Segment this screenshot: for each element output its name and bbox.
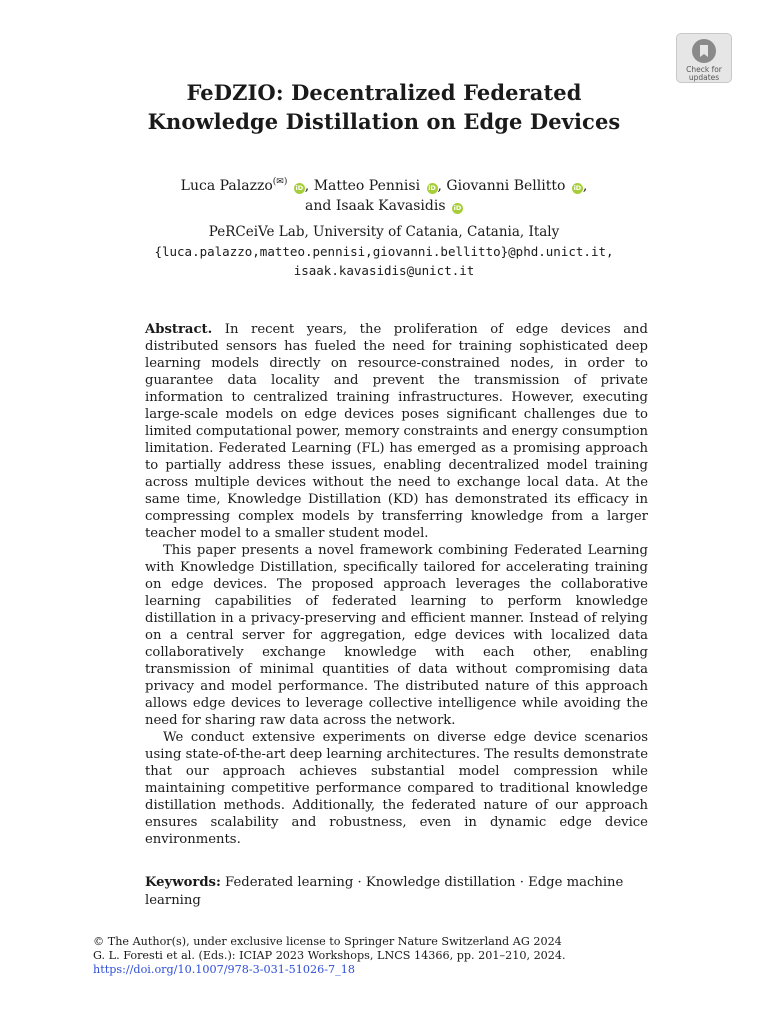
abstract-label: Abstract. — [145, 322, 213, 337]
check-for-updates-badge[interactable] — [676, 33, 732, 83]
orcid-icon[interactable]: iD — [573, 184, 582, 192]
keywords-label: Keywords: — [145, 875, 221, 890]
badge-line-2: updates — [688, 73, 720, 82]
keywords-text: Federated learning · Knowledge distillation · Edge machine learning — [145, 875, 624, 908]
paper-title — [0, 78, 768, 136]
orcid-icon[interactable]: iD — [428, 184, 436, 192]
copyright-footer — [93, 935, 566, 977]
badge-line-1: Check for — [686, 65, 722, 74]
bookmark-icon — [691, 38, 717, 64]
abstract — [145, 321, 648, 848]
author-3: Giovanni Bellitto — [446, 178, 566, 194]
affiliation-block — [0, 223, 768, 280]
author-1: Luca Palazzo — [180, 178, 273, 194]
corresponding-mail-icon: (✉) — [272, 177, 288, 187]
citation-line: G. L. Foresti et al. (Eds.): ICIAP 2023 Workshops, LNCS 14366, pp. 201–210, 2024. — [93, 949, 566, 962]
orcid-icon[interactable]: iD — [453, 204, 462, 212]
keywords — [145, 874, 648, 910]
copyright-line: © The Author(s), under exclusive license to Springer Nature Switzerland AG 2024 — [93, 935, 562, 948]
abstract-paragraph-2: This paper presents a novel framework combining Federated Learning with Knowledge Distillation, specifically tailored for accelerating training on edge devices. The proposed approach leverages the collaborative learning capabilities of federated learning to perform knowledge distillation in a privacy-preserving and efficient manner. Instead of relying on a central server for aggregation, edge devices with localized data collaboratively exchange knowledge with each other, enabling transmission of minimal quantities of data without compromising data privacy and model performance. The distributed nature of this approach allows edge devices to leverage collective intelligence while avoiding the need for sharing raw data across the network. — [145, 543, 648, 728]
author-emails-1: {luca.palazzo,matteo.pennisi,giovanni.bellitto}@phd.unict.it, — [154, 244, 614, 259]
author-2: Matteo Pennisi — [313, 178, 421, 194]
abstract-paragraph-1: Abstract. In recent years, the proliferation of edge devices and distributed sensors has fueled the need for training sophisticated deep learning models directly on resource-constrained nodes, in order to guarantee data locality and prevent the transmission of private information to centralized training infrastructures. However, executing large-scale models on edge devices poses significant challenges due to limited computational power, memory constraints and energy consumption limitation. Federated Learning (FL) has emerged as a promising approach to partially address these issues, enabling decentralized model training across multiple devices without the need to exchange local data. At the same time, Knowledge Distillation (KD) has demonstrated its efficacy in compressing complex models by transferring knowledge from a larger teacher model to a smaller student model. — [145, 322, 648, 541]
abstract-paragraph-3: We conduct extensive experiments on diverse edge device scenarios using state-of-the-art deep learning architectures. The results demonstrate that our approach achieves substantial model compression while maintaining competitive performance compared to traditional knowledge distillation methods. Additionally, the federated nature of our approach ensures scalability and robustness, even in dynamic edge device environments. — [145, 730, 648, 847]
doi-link[interactable]: https://doi.org/10.1007/978-3-031-51026-7_18 — [93, 963, 355, 976]
author-4: Isaak Kavasidis — [335, 198, 446, 214]
title-line-2: Knowledge Distillation on Edge Devices — [147, 109, 621, 134]
affiliation-lab: PeRCeiVe Lab, University of Catania, Catania, Italy — [208, 224, 560, 240]
author-list: Luca Palazzo(✉) iD , Matteo Pennisi iD , Giovanni Bellitto iD , and Isaak Kavasidis iD — [180, 177, 588, 214]
orcid-icon[interactable]: iD — [295, 184, 304, 192]
author-emails-2: isaak.kavasidis@unict.it — [293, 263, 475, 278]
title-line-1: FeDZIO: Decentralized Federated — [186, 80, 582, 105]
